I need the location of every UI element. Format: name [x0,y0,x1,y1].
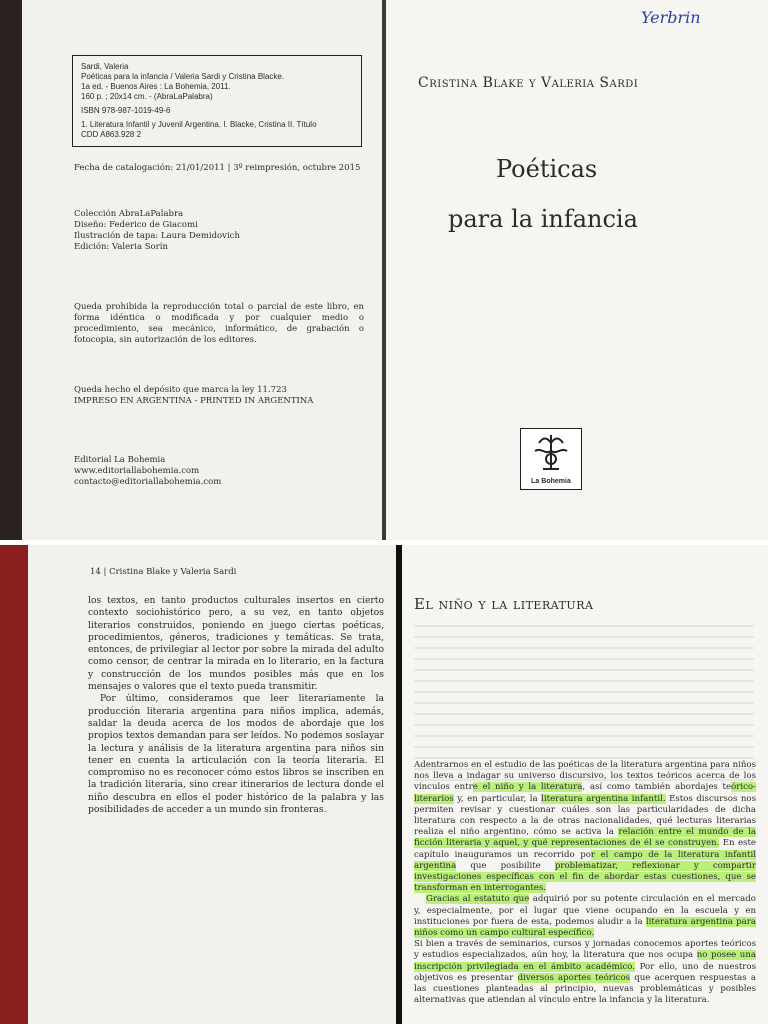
highlighted-text: literatura argentina para niños como un campo cultural específico. [414,916,756,939]
text-segment: y, en particular, la [453,793,542,804]
book-title-line2: para la infancia [448,205,638,233]
chapter-paragraph-2 [414,894,756,939]
catalog-line: Sardi, Valeria [81,62,129,71]
chapter-body [414,760,756,1006]
text-segment: En este capítulo inauguramos un recorrido po [414,838,756,860]
catalog-line: Poéticas para la infancia / Valeria Sardi y Cristina Blacke. [81,72,285,81]
publisher-emblem-icon [521,429,581,475]
credit-edition: Edición: Valeria Sorín [74,242,168,252]
page-14 [28,545,396,1024]
chapter-paragraph-3 [414,939,756,1006]
catalog-line: CDD A863.928 2 [81,130,142,139]
chapter-title: El niño y la literatura [414,595,594,613]
catalog-date: Fecha de catalogación: 21/01/2011 | 3º reimpresión, octubre 2015 [74,163,361,173]
text-segment: que acerquen respuestas a las cuestiones planteadas al principio, nuevas problemáticas y posibles alternativas que atiendan al vínculo entre la infancia y la literatura. [414,972,756,1006]
book-title-line1: Poéticas [496,155,598,183]
highlighted-text: problematizar, reflexionar y compartir investigaciones específicas con el fin de abordar estas cuestiones, que se transforman en interrogantes. [414,860,757,894]
handwritten-signature: Yerbrin [641,8,701,27]
highlighted-text: no posee una inscripción privilegiada en el ámbito académico. [414,950,756,972]
highlighted-text: literatura argentina infantil. [541,793,666,804]
publisher-website: www.editoriallabohemia.com [74,466,200,476]
highlighted-text: órico-literarios [414,782,757,804]
deposit-notice: Queda hecho el depósito que marca la ley 11.723 [74,385,287,395]
catalog-line: 1a ed. - Buenos Aires : La Bohemia, 2011. [81,82,231,91]
chapter-page [402,545,768,1024]
printed-in: IMPRESO EN ARGENTINA - PRINTED IN ARGENTINA [74,396,314,406]
credit-design: Diseño: Federico de Giacomi [74,220,198,230]
credit-illustration: Ilustración de tapa: Laura Demidovich [74,231,240,241]
catalog-line: ISBN 978-987-1019-49-6 [81,106,171,115]
page-14-paragraph-1: los textos, en tanto productos culturales insertos en cierto contexto sociohistórico pero, a su vez, en tanto objetos literarios construidos, poniendo en juego ciertas poéticas, procedimientos, géneros, tradiciones y temáticas. Se trata, entonces, de privilegiar al lector por sobre la mirada del adulto como censor, de centrar la mirada en lo literario, en la factura y construcción de los mundos posibles más que en los mensajes o valores que el texto pueda transmitir. [88,595,384,693]
highlighted-text: diversos aportes teóricos [517,972,631,983]
catalog-box [72,55,362,147]
page-14-body [88,595,384,816]
text-segment: adquirió por su potente circulación en el mercado y, especialmente, por el lugar que viene ocupando en la escuela y en instituciones por fuera de esta, podemos aludir a la [414,894,756,927]
highlighted-text: e el niño y la literatura [472,782,583,793]
publisher-logo [520,428,582,490]
text-segment: Adentrarnos en el estudio de las poéticas de la literatura argentina para niños nos lleva a indagar su universo discursivo, los textos teóricos acerca de los vínculos entr [414,760,756,793]
title-page [386,0,768,540]
credit-collection: Colección AbraLaPalabra [74,209,184,219]
running-header: 14 | Cristina Blake y Valeria Sardi [90,567,237,577]
page-14-paragraph-2: Por último, consideramos que leer literariamente la producción literaria argentina para niños implica, además, saldar la deuda acerca de los modos de abordaje que los propios textos demandan para ser leídos. No podemos soslayar la lectura y análisis de la literatura argentina para niños sin tener en cuenta la articulación con la teoría literaria. El compromiso no es reconocer cómo estos libros se inscriben en la tradición literaria, sino crear itinerarios de lectura donde el niño descubra en ellos el poder histórico de la palabra y las posibilidades de acceder a un mundo sin fronteras. [88,693,384,816]
highlighted-text: r el campo de la literatura infantil argentina [414,849,756,871]
book-authors: Cristina Blake y Valeria Sardi [418,75,639,91]
text-segment: , así como también abordajes te [582,782,732,793]
text-segment: Estos discursos nos permiten revisar y cuestionar cuáles son las particularidades de dicha literatura con respecto a la de otras nacionalidades, qué lecturas literarias realiza el niño argentino, cómo se activa la [414,793,756,838]
catalog-line: 160 p. ; 20x14 cm. - (AbraLaPalabra) [81,92,213,101]
chapter-paragraph-1 [414,760,756,894]
text-segment: Por ello, uno de nuestros objetivos es presentar [414,961,756,983]
prohibition-notice: Queda prohibida la reproducción total o parcial de este libro, en forma idéntica o modificada y por cualquier medio o procedimiento, sea mecánico, informático, de grabación o fotocopia, sin autorización de los editores. [74,302,364,345]
logo-label: La Bohemia [531,478,571,485]
highlighted-text: Gracias al estatuto que [426,894,530,905]
publisher-email: contacto@editoriallabohemia.com [74,477,222,487]
book-edge-red [0,545,28,1024]
text-segment: que posibilite [456,860,555,871]
text-segment: Si bien a través de seminarios, cursos y jornadas conocemos aportes teóricos y estudios especializados, aún hoy, la literatura que nos ocupa [414,939,756,961]
highlighted-text: relación entre el mundo de la ficción literaria y aquel, y qué representaciones de él se construyen. [414,827,756,849]
publisher-name: Editorial La Bohemia [74,455,166,465]
copyright-page [22,0,382,540]
catalog-line: 1. Literatura Infantil y Juvenil Argentina. I. Blacke, Cristina II. Título [81,120,317,129]
